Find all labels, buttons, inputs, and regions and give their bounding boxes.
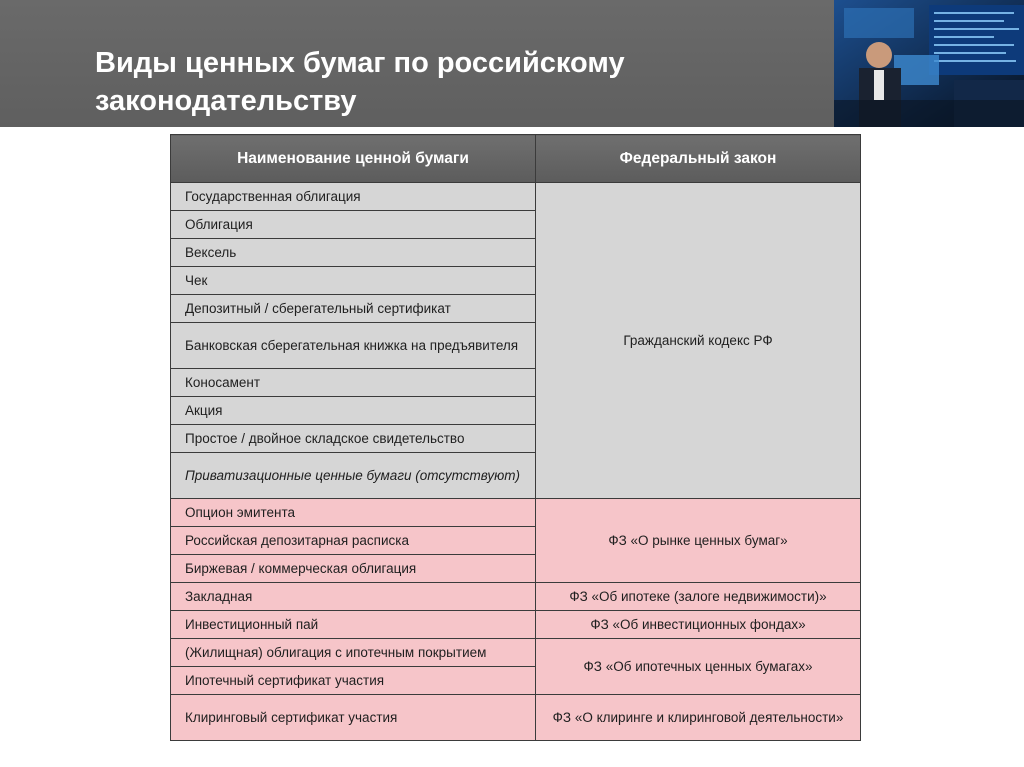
security-name-cell: Приватизационные ценные бумаги (отсутствуют) bbox=[171, 453, 536, 499]
security-name-cell: Российская депозитарная расписка bbox=[171, 527, 536, 555]
security-name-cell: Государственная облигация bbox=[171, 183, 536, 211]
law-cell-investment-funds: ФЗ «Об инвестиционных фондах» bbox=[536, 611, 861, 639]
security-name-cell: Ипотечный сертификат участия bbox=[171, 667, 536, 695]
security-name-cell: Коносамент bbox=[171, 369, 536, 397]
law-cell-mortgage-securities: ФЗ «Об ипотечных ценных бумагах» bbox=[536, 639, 861, 695]
security-name-cell: Простое / двойное складское свидетельство bbox=[171, 425, 536, 453]
security-name-cell: Опцион эмитента bbox=[171, 499, 536, 527]
security-name-cell: Депозитный / сберегательный сертификат bbox=[171, 295, 536, 323]
security-name-cell: Облигация bbox=[171, 211, 536, 239]
table-row bbox=[171, 639, 861, 667]
column-header-security-name: Наименование ценной бумаги bbox=[171, 135, 536, 183]
security-name-cell: Инвестиционный пай bbox=[171, 611, 536, 639]
security-name-cell: Закладная bbox=[171, 583, 536, 611]
law-cell-civil-code: Гражданский кодекс РФ bbox=[536, 183, 861, 499]
security-name-cell: Вексель bbox=[171, 239, 536, 267]
table-row bbox=[171, 183, 861, 211]
stock-exchange-photo bbox=[834, 0, 1024, 127]
security-name-cell: Клиринговый сертификат участия bbox=[171, 695, 536, 741]
security-name-cell: Акция bbox=[171, 397, 536, 425]
security-name-cell: (Жилищная) облигация с ипотечным покрытием bbox=[171, 639, 536, 667]
table-row bbox=[171, 695, 861, 741]
table-row bbox=[171, 583, 861, 611]
table-row bbox=[171, 499, 861, 527]
table-header-row bbox=[171, 135, 861, 183]
security-name-cell: Банковская сберегательная книжка на предъявителя bbox=[171, 323, 536, 369]
table-row bbox=[171, 611, 861, 639]
security-name-cell: Чек bbox=[171, 267, 536, 295]
law-cell-securities-market: ФЗ «О рынке ценных бумаг» bbox=[536, 499, 861, 583]
security-name-cell: Биржевая / коммерческая облигация bbox=[171, 555, 536, 583]
securities-table bbox=[170, 134, 861, 741]
slide-title: Виды ценных бумаг по российскому законодательству bbox=[95, 47, 625, 117]
law-cell-mortgage: ФЗ «Об ипотеке (залоге недвижимости)» bbox=[536, 583, 861, 611]
law-cell-clearing: ФЗ «О клиринге и клиринговой деятельности» bbox=[536, 695, 861, 741]
column-header-federal-law: Федеральный закон bbox=[536, 135, 861, 183]
